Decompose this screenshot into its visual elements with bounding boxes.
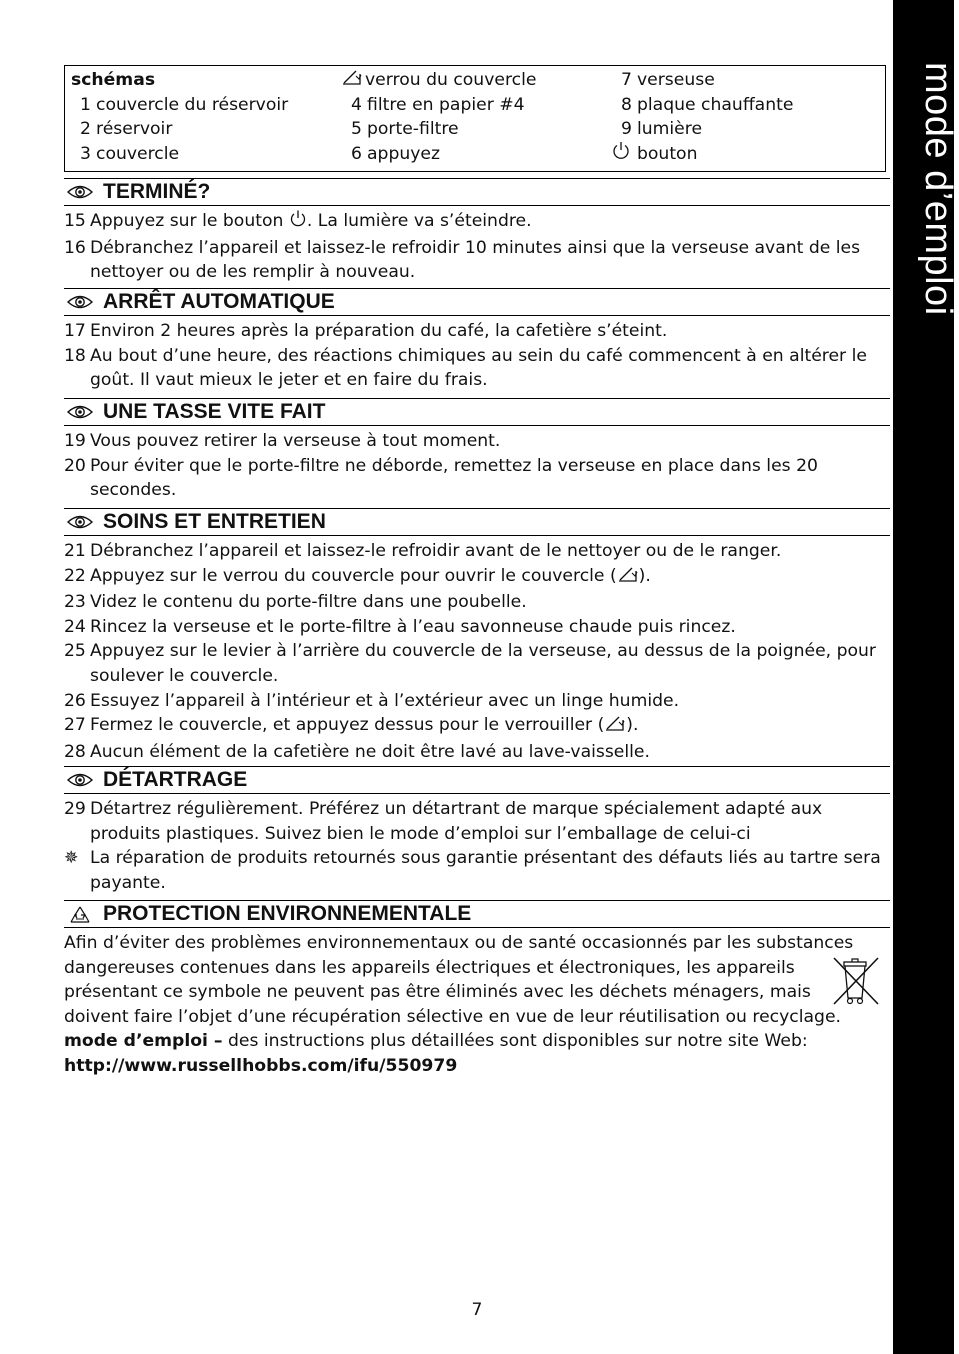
legend-label: verseuse — [637, 70, 715, 90]
legend-label: couvercle du réservoir — [96, 94, 289, 115]
power-icon — [611, 140, 637, 168]
list-item — [64, 713, 890, 740]
item-number: 29 — [64, 799, 86, 819]
list-item — [64, 689, 890, 714]
item-number: 20 — [64, 455, 86, 476]
item-text — [90, 209, 890, 236]
item-text: La réparation de produits retournés sous garantie présentant des défauts liés au tartre sera payante. — [90, 848, 881, 893]
eye-icon — [66, 183, 94, 201]
list-item — [64, 846, 890, 895]
power-icon — [289, 209, 307, 236]
section-title: SOINS ET ENTRETIEN — [103, 509, 326, 533]
item-text — [90, 713, 890, 740]
legend-item — [341, 117, 536, 142]
legend-label: bouton — [637, 143, 698, 164]
list-item — [64, 797, 890, 846]
sidebar-tab — [893, 0, 959, 1354]
legend-num: 1 — [80, 94, 91, 115]
section-items-arret-automatique — [64, 319, 890, 393]
item-number: 15 — [64, 211, 86, 231]
item-text: Rincez la verseuse et le porte-filtre à l’eau savonneuse chaude puis rincez. — [90, 616, 736, 637]
legend-item — [71, 142, 288, 167]
section-items-detartrage — [64, 797, 890, 895]
item-number: 27 — [64, 715, 86, 736]
section-title: ARRÊT AUTOMATIQUE — [103, 289, 335, 313]
schemas-col-3 — [611, 68, 793, 166]
schemas-col-2 — [341, 68, 536, 166]
eye-icon — [66, 513, 94, 531]
item-number: 23 — [64, 592, 86, 613]
legend-num: 2 — [80, 119, 91, 140]
legend-item — [341, 142, 536, 167]
legend-label: verrou du couvercle — [365, 70, 537, 90]
list-item — [64, 236, 890, 285]
weee-bin-icon — [830, 954, 882, 1008]
list-item — [64, 615, 890, 640]
section-items-termine — [64, 209, 890, 285]
item-text: Au bout d’une heure, des réactions chimiques au sein du café commencent à en altérer le goût. Il vaut mieux le jeter et en faire du frais. — [90, 345, 867, 391]
item-text: Videz le contenu du porte-filtre dans une poubelle. — [90, 592, 527, 613]
warning-star-icon: ✵ — [64, 848, 79, 869]
item-text: Pour éviter que le porte-filtre ne déborde, remettez la verseuse en place dans les 20 secondes. — [90, 455, 818, 501]
item-text-post: . La lumière va s’éteindre. — [306, 211, 532, 231]
item-text: Vous pouvez retirer la verseuse à tout moment. — [90, 431, 501, 451]
list-item — [64, 344, 890, 393]
recycle-icon — [66, 905, 94, 923]
legend-item — [611, 142, 793, 167]
legend-num: 8 — [621, 94, 632, 115]
item-text: Appuyez sur le levier à l’arrière du couvercle de la verseuse, au dessus de la poignée, pour soulever le couvercle. — [90, 641, 876, 686]
legend-label: plaque chauffante — [637, 94, 794, 115]
more-info-label: mode d’emploi – — [64, 1031, 223, 1052]
more-info-line — [64, 1029, 854, 1054]
section-title: DÉTARTRAGE — [103, 767, 248, 791]
item-text-post: ). — [638, 565, 651, 586]
item-text: Débranchez l’appareil et laissez-le refroidir avant de le nettoyer ou de le ranger. — [90, 541, 782, 561]
legend-num: 9 — [621, 119, 632, 140]
item-text: Détartrez régulièrement. Préférez un détartrant de marque spécialement adapté aux produits plastiques. Suivez bien le mode d’emploi sur l’emballage de celui-ci — [90, 799, 823, 844]
item-number: 25 — [64, 641, 86, 662]
legend-item — [341, 93, 536, 118]
page-number: 7 — [471, 1300, 483, 1320]
list-item — [64, 209, 890, 236]
legend-label: réservoir — [96, 119, 173, 140]
item-text: Aucun élément de la cafetière ne doit être lavé au lave-vaisselle. — [90, 741, 650, 762]
item-number: 28 — [64, 741, 86, 762]
list-item — [64, 564, 890, 591]
list-item — [64, 740, 890, 765]
schemas-col-1 — [71, 68, 288, 166]
legend-label: appuyez — [367, 143, 441, 164]
legend-num: 4 — [351, 94, 362, 115]
item-text-post: ). — [626, 715, 639, 736]
more-info-text: des instructions plus détaillées sont disponibles sur notre site Web: — [222, 1031, 808, 1052]
section-heading-une-tasse — [64, 398, 890, 426]
item-text-pre: Appuyez sur le verrou du couvercle pour ouvrir le couvercle ( — [90, 565, 617, 586]
section-title: TERMINÉ? — [103, 179, 211, 203]
item-text: Débranchez l’appareil et laissez-le refroidir 10 minutes ainsi que la verseuse avant de les nettoyer ou de les remplir à nouveau. — [90, 237, 861, 283]
item-number: 24 — [64, 616, 86, 637]
legend-item — [341, 68, 536, 93]
section-heading-soins — [64, 508, 890, 536]
item-number: 16 — [64, 237, 86, 258]
item-text-pre: Appuyez sur le bouton — [90, 211, 289, 231]
lid-lock-icon — [341, 68, 365, 94]
section-heading-detartrage — [64, 766, 890, 794]
eye-icon — [66, 403, 94, 421]
lid-lock-icon — [617, 565, 639, 591]
legend-item — [611, 68, 793, 93]
item-number: 21 — [64, 541, 86, 561]
list-item — [64, 590, 890, 615]
item-text: Environ 2 heures après la préparation du café, la cafetière s’éteint. — [90, 321, 668, 341]
legend-item — [71, 93, 288, 118]
legend-item — [611, 117, 793, 142]
legend-num: 5 — [351, 119, 362, 140]
section-title: PROTECTION ENVIRONNEMENTALE — [103, 901, 472, 925]
item-text — [90, 564, 890, 591]
item-text: Essuyez l’appareil à l’intérieur et à l’extérieur avec un linge humide. — [90, 690, 680, 711]
environment-paragraph: Afin d’éviter des problèmes environnementaux ou de santé occasionnés par les substances dangereuses contenues dans les appareils électriques et électroniques, les appareils présentant ce symbole ne peuvent pas être éliminés avec les déchets ménagers, mais doivent faire l’objet d’une récupération sélective en vue de leur réutilisation ou recyclage. — [64, 933, 854, 1027]
legend-num: 6 — [351, 143, 362, 164]
legend-label: filtre en papier #4 — [367, 94, 525, 115]
section-heading-arret-automatique — [64, 288, 890, 316]
item-number: 22 — [64, 565, 86, 586]
list-item — [64, 429, 890, 454]
schemas-legend — [64, 65, 886, 172]
item-number: 17 — [64, 321, 86, 341]
eye-icon — [66, 771, 94, 789]
list-item — [64, 539, 890, 564]
legend-label: porte-filtre — [367, 119, 459, 140]
list-item — [64, 454, 890, 503]
legend-item — [611, 93, 793, 118]
section-items-soins — [64, 539, 890, 764]
item-number: 18 — [64, 345, 86, 366]
item-number: 26 — [64, 690, 86, 711]
section-title: UNE TASSE VITE FAIT — [103, 399, 326, 423]
lid-lock-icon — [604, 714, 626, 740]
legend-label: lumière — [637, 119, 703, 140]
legend-label: couvercle — [96, 143, 180, 164]
instructions-url[interactable]: http://www.russellhobbs.com/ifu/550979 — [64, 1055, 458, 1076]
section-items-une-tasse — [64, 429, 890, 503]
list-item — [64, 639, 890, 688]
schemas-title: schémas — [71, 70, 156, 90]
sidebar-title: mode d’emploi — [917, 62, 959, 316]
section-heading-termine — [64, 178, 890, 206]
item-number: 19 — [64, 431, 86, 451]
environment-text — [64, 931, 854, 1079]
section-heading-environment — [64, 900, 890, 928]
legend-item — [71, 117, 288, 142]
legend-num: 7 — [621, 70, 632, 90]
legend-num: 3 — [80, 143, 91, 164]
list-item — [64, 319, 890, 344]
eye-icon — [66, 293, 94, 311]
item-text-pre: Fermez le couvercle, et appuyez dessus pour le verrouiller ( — [90, 715, 605, 736]
